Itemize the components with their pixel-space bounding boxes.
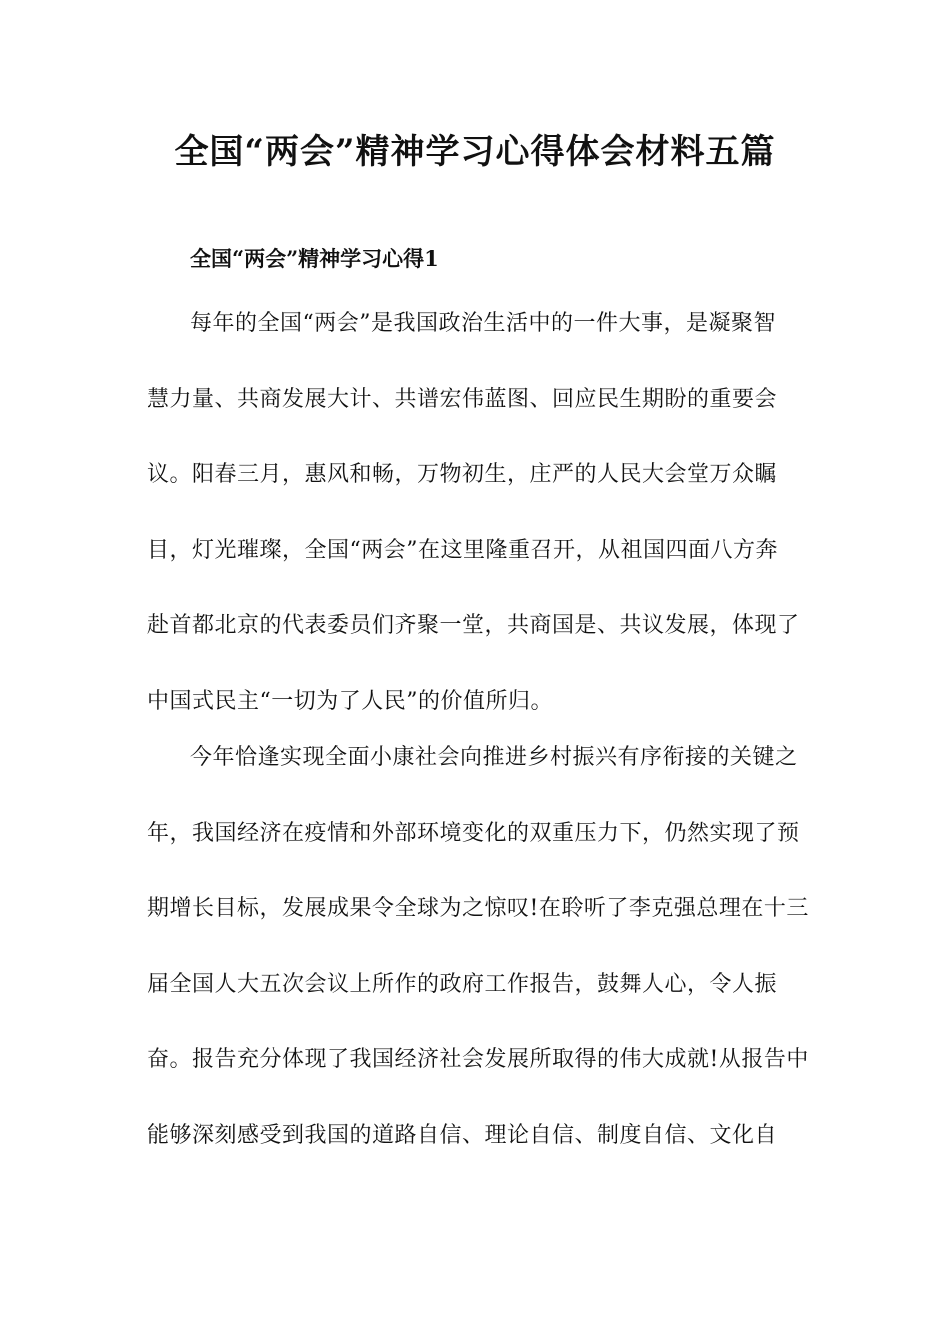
section-heading: 全国“两会”精神学习心得1	[190, 246, 439, 271]
paragraph-line: 中国式民主“一切为了人民”的价值所归。	[147, 688, 553, 714]
paragraph-line: 能够深刻感受到我国的道路自信、理论自信、制度自信、文化自	[147, 1122, 778, 1148]
paragraph-line: 议。阳春三月，惠风和畅，万物初生，庄严的人民大会堂万众瞩	[147, 462, 778, 487]
paragraph-line: 目，灯光璀璨，全国“两会”在这里隆重召开，从祖国四面八方奔	[147, 537, 778, 563]
document-title: 全国“两会”精神学习心得体会材料五篇	[174, 132, 776, 172]
paragraph-line: 赴首都北京的代表委员们齐聚一堂，共商国是、共议发展，体现了	[147, 613, 800, 638]
paragraph-line: 期增长目标，发展成果令全球为之惊叹!在聆听了李克强总理在十三	[147, 896, 809, 921]
paragraph-line: 奋。报告充分体现了我国经济社会发展所取得的伟大成就!从报告中	[147, 1047, 809, 1072]
paragraph-line: 慧力量、共商发展大计、共谱宏伟蓝图、回应民生期盼的重要会	[147, 386, 778, 412]
paragraph-line: 每年的全国“两会”是我国政治生活中的一件大事，是凝聚智	[190, 311, 776, 336]
paragraph-line: 年，我国经济在疫情和外部环境变化的双重压力下，仍然实现了预	[147, 820, 800, 846]
paragraph-1	[147, 286, 817, 739]
paragraph-2	[147, 720, 817, 1173]
paragraph-line: 今年恰逢实现全面小康社会向推进乡村振兴有序衔接的关键之	[190, 745, 798, 770]
paragraph-line: 届全国人大五次会议上所作的政府工作报告，鼓舞人心，令人振	[147, 971, 778, 997]
